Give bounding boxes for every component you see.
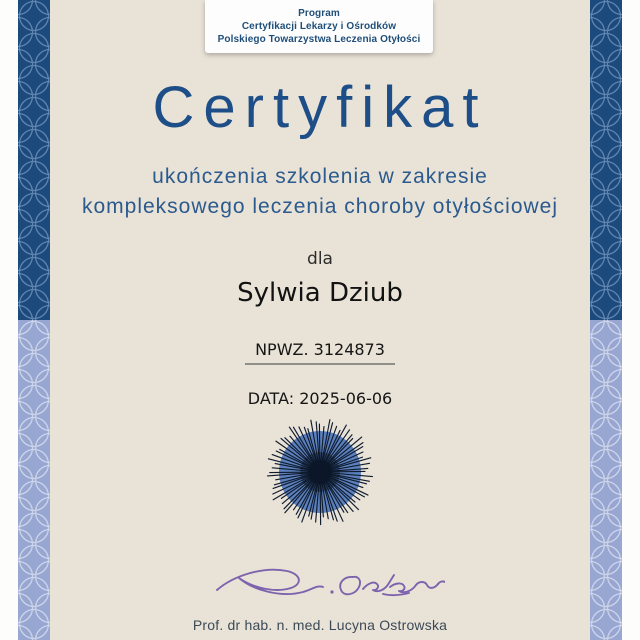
- subtitle-line2: kompleksowego leczenia choroby otyłościowej: [81, 195, 559, 218]
- right-band-light-segment: [590, 320, 622, 640]
- right-band-dark-segment: [590, 0, 622, 320]
- recipient-label: dla: [307, 249, 333, 269]
- starburst-emblem-icon: [260, 412, 380, 532]
- certificate-date: DATA: 2025-06-06: [247, 389, 393, 408]
- signature-icon: [205, 550, 445, 620]
- npwz-number: NPWZ. 3124873: [255, 340, 385, 359]
- program-header-line1: Program: [298, 8, 340, 19]
- certificate-title: Certyfikat: [152, 75, 488, 140]
- npwz-underline: [245, 363, 395, 365]
- subtitle-line1: ukończenia szkolenia w zakresie: [152, 165, 488, 188]
- left-band-dark-segment: [18, 0, 50, 320]
- signer-name: Prof. dr hab. n. med. Lucyna Ostrowska: [192, 617, 448, 633]
- left-band-light-segment: [18, 320, 50, 640]
- program-header-card: [205, 0, 433, 53]
- certificate-subtitle: [0, 162, 640, 222]
- program-header-line3: Polskiego Towarzystwa Leczenia Otyłości: [217, 34, 421, 45]
- recipient-name: Sylwia Dziub: [237, 278, 403, 308]
- program-header-line2: Certyfikacji Lekarzy i Ośrodków: [241, 21, 397, 32]
